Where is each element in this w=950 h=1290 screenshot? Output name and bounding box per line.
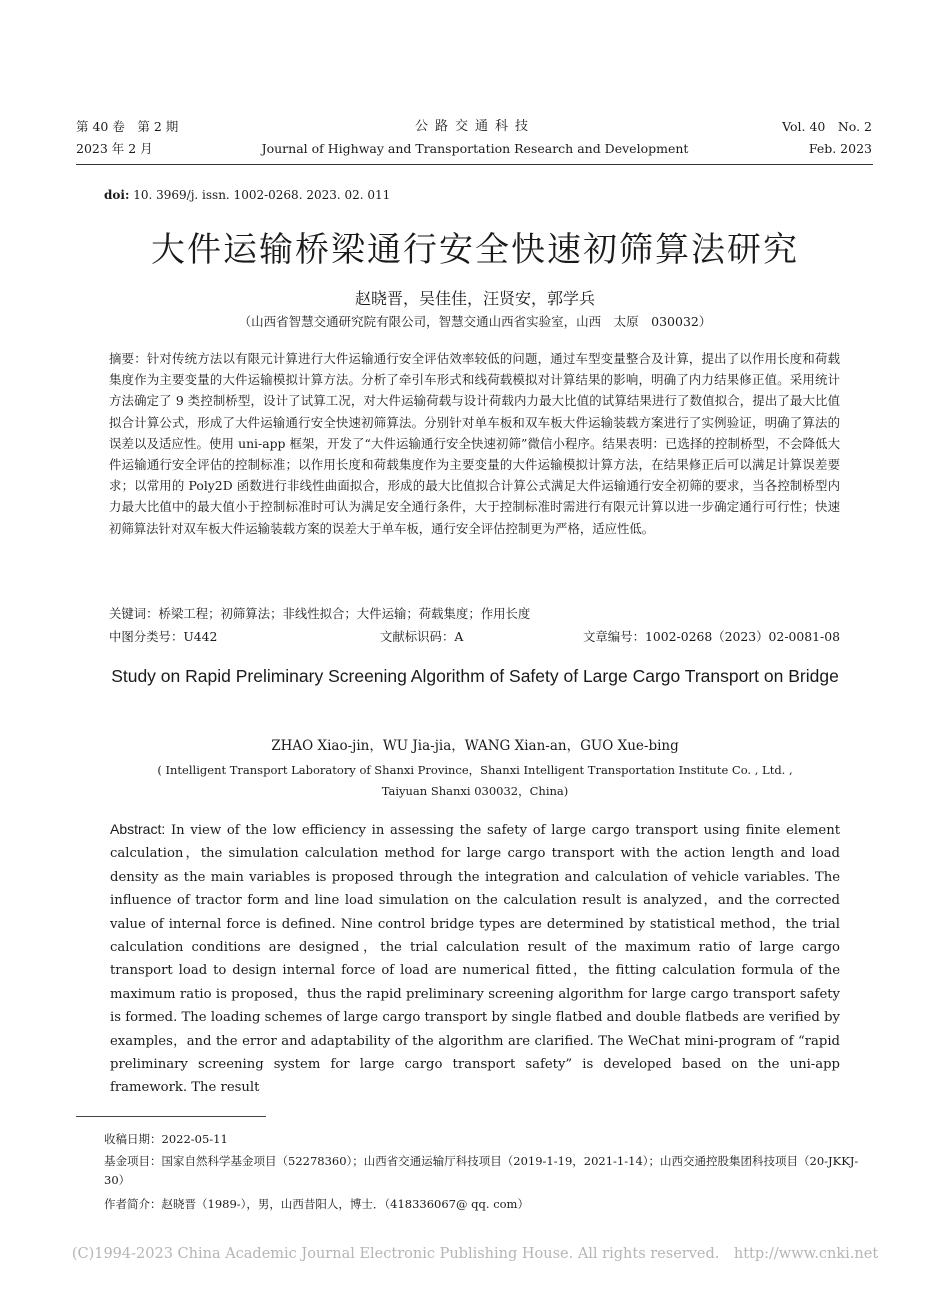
affiliation-en [0,760,950,802]
page-title-cn: 大件运输桥梁通行安全快速初筛算法研究 [151,230,799,270]
abstract-en-text: In view of the low efficiency in assessing the safety of large cargo transport using finite element calculation，the simulation calculation method for large cargo transport with the action length and load density as the main variables is proposed through the integration and calculation of vehicle variables. The influence of tractor form and line load simulation on the calculation result is analyzed，and the corrected value of internal force is defined. Nine control bridge types are determined by statistical method，the trial calculation conditions are designed，the trial calculation result of the maximum ratio of large cargo transport load to design internal force of load are numerical fitted，the fitting calculation formula of the maximum ratio is proposed，thus the rapid preliminary screening algorithm for large cargo transport safety is formed. The loading schemes of large cargo transport by single flatbed and double flatbeds are verified by examples，and the error and adaptability of the algorithm are clarified. The WeChat mini-program of “rapid preliminary screening system for large cargo transport safety” is developed based on the uni-app framework. The result [110,823,840,1096]
article-number: 文章编号：1002-0268（2023）02-0081-08 [583,629,840,644]
footnote-author: 作者简介：赵晓晋（1989-），男，山西昔阳人，博士．（418336067@ qq. com） [104,1197,529,1211]
publication-date: 2023 年 2 月 [76,141,153,156]
abstract-en [110,818,840,1100]
copyright-watermark: (C)1994-2023 China Academic Journal Electronic Publishing House. All rights reserved. http://www.cnki.net [71,1246,879,1262]
journal-name-cn: 公路交通科技 [414,119,535,134]
affiliation-cn: （山西省智慧交通研究院有限公司，智慧交通山西省实验室，山西 太原 030032） [238,314,712,329]
journal-name-en: Journal of Highway and Transportation Research and Development [261,141,689,156]
page-title-en: Study on Rapid Preliminary Screening Algorithm of Safety of Large Cargo Transport on Bridge [111,666,839,686]
affiliation-en-line2: Taiyuan Shanxi 030032，China) [381,784,569,798]
footnote-received: 收稿日期：2022-05-11 [104,1132,228,1146]
affiliation-en-line1: ( Intelligent Transport Laboratory of Shanxi Province，Shanxi Intelligent Transportation Institute Co. , Ltd. , [157,763,793,777]
header-right [782,116,872,160]
authors-en: ZHAO Xiao-jin，WU Jia-jia，WANG Xian-an，GUO Xue-bing [271,738,679,754]
document-code: 文献标识码：A [380,629,464,644]
volume-issue: 第 40 卷 第 2 期 [76,119,179,134]
classification-number: 中图分类号：U442 [109,629,218,644]
doi-line [104,188,390,202]
doi-value[interactable]: 10. 3969/j. issn. 1002-0268. 2023. 02. 011 [133,188,391,202]
header-rule [76,164,873,165]
doi-label: doi: [104,188,130,202]
abstract-en-label: Abstract: [110,821,166,837]
publication-date-en: Feb. 2023 [808,141,872,156]
keywords-cn: 关键词：桥梁工程；初筛算法；非线性拟合；大件运输；荷载集度；作用长度 [109,606,531,621]
authors-cn: 赵晓晋，吴佳佳，汪贤安，郭学兵 [354,289,595,308]
volume-issue-en: Vol. 40 No. 2 [782,119,872,134]
abstract-cn: 摘要：针对传统方法以有限元计算进行大件运输通行安全评估效率较低的问题，通过车型变量整合及计算，提出了以作用长度和荷载集度作为主要变量的大件运输模拟计算方法。分析了牵引车形式和线荷载模拟对计算结果的影响，明确了内力结果修正值。采用统计方法确定了 9 类控制桥型，设计了试算工况，对大件运输荷载与设计荷载内力最大比值的试算结果进行了数值拟合，提出了最大比值拟合计算公式，形成了大件运输通行安全快速初筛算法。分别针对单车板和双车板大件运输装载方案进行了实例验证，明确了算法的误差以及适应性。使用 uni-app 框架，开发了“大件运输通行安全快速初筛”微信小程序。结果表明：已选择的控制桥型，不会降低大件运输通行安全评估的控制标准；以作用长度和荷载集度作为主要变量的大件运输模拟计算方法，在结果修正后可以满足计算误差要求；以常用的 Poly2D 函数进行非线性曲面拟合，形成的最大比值拟合计算公式满足大件运输通行安全初筛的要求，当各控制桥型内力最大比值中的最大值小于控制标准时可认为满足安全通行条件，大于控制标准时需进行有限元计算以进一步确定通行可行性；快速初筛算法针对双车板大件运输装载方案的误差大于单车板，通行安全评估控制更为严格，适应性低。 [109,351,840,536]
footnote-funding: 基金项目：国家自然科学基金项目（52278360）；山西省交通运输厅科技项目（2019-1-19，2021-1-14）；山西交通控股集团科技项目（20-JKKJ-30） [104,1154,859,1187]
footnote-rule [76,1116,266,1117]
